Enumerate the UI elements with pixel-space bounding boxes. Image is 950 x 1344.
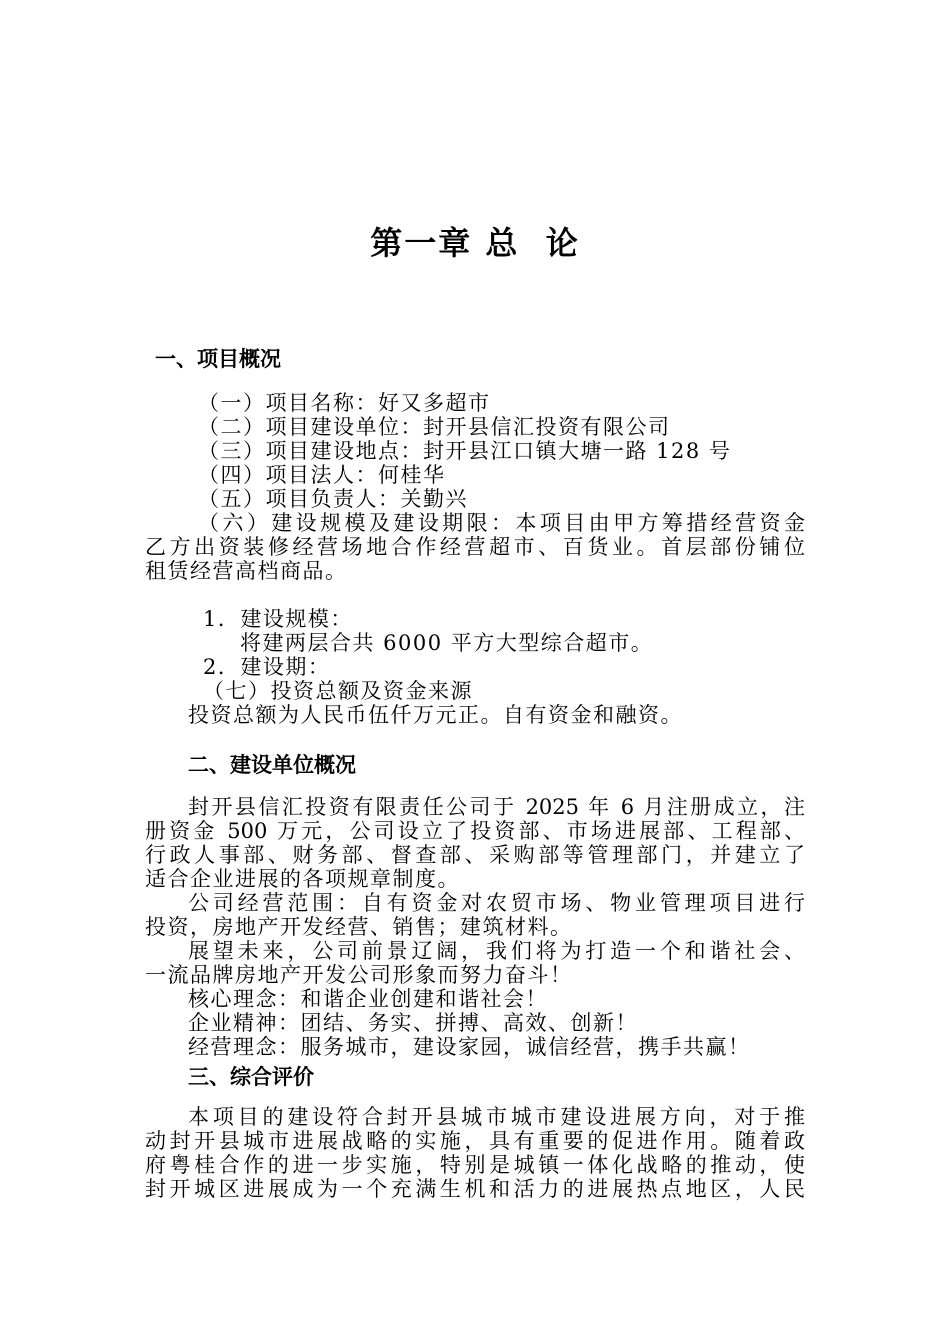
project-item-name: （一）项目名称：好又多超市 — [198, 391, 491, 415]
project-item-builder: （二）项目建设单位：封开县信汇投资有限公司 — [198, 415, 671, 439]
section-heading-company-overview: 二、建设单位概况 — [188, 753, 356, 777]
evaluation-line: 府粤桂合作的进一步实施，特别是城镇一体化战略的推动，使 — [145, 1153, 805, 1177]
section-heading-evaluation: 三、综合评价 — [188, 1065, 314, 1089]
scale-label: 1．建设规模： — [203, 607, 353, 631]
period-label: 2．建设期： — [203, 655, 331, 679]
chapter-title: 第一章 总 论 — [370, 224, 580, 262]
company-paragraph-line: 适合企业进展的各项规章制度。 — [145, 867, 460, 891]
company-paragraph-line: 封开县信汇投资有限责任公司于 2025 年 6 月注册成立，注 — [188, 795, 805, 819]
outlook-line: 一流品牌房地产开发公司形象而努力奋斗！ — [145, 963, 573, 987]
project-item-legal-person: （四）项目法人：何桂华 — [198, 463, 446, 487]
company-paragraph-line: 册资金 500 万元，公司设立了投资部、市场进展部、工程部、 — [145, 819, 805, 843]
scale-text: 将建两层合共 6000 平方大型综合超市。 — [240, 631, 654, 655]
section-heading-project-overview: 一、项目概况 — [155, 347, 281, 371]
core-philosophy: 核心理念：和谐企业创建和谐社会！ — [188, 987, 548, 1011]
outlook-line: 展望未来，公司前景辽阔，我们将为打造一个和谐社会、 — [188, 939, 805, 963]
company-paragraph-line: 行政人事部、财务部、督查部、采购部等管理部门，并建立了 — [145, 843, 805, 867]
project-item-manager: （五）项目负责人：关勤兴 — [198, 487, 468, 511]
evaluation-line: 本项目的建设符合封开县城市城市建设进展方向，对于推 — [188, 1105, 805, 1129]
project-item-scale-period-cont-2: 租赁经营高档商品。 — [145, 559, 348, 583]
project-item-scale-period: （六）建设规模及建设期限：本项目由甲方筹措经营资金 — [198, 511, 805, 535]
project-item-scale-period-cont-1: 乙方出资装修经营场地合作经营超市、百货业。首层部份铺位 — [145, 535, 805, 559]
business-scope-line: 投资，房地产开发经营、销售；建筑材料。 — [145, 915, 573, 939]
business-philosophy: 经营理念：服务城市，建设家园，诚信经营，携手共赢！ — [188, 1035, 751, 1059]
project-item-location: （三）项目建设地点：封开县江口镇大塘一路 128 号 — [198, 439, 732, 463]
business-scope-line: 公司经营范围：自有资金对农贸市场、物业管理项目进行 — [188, 891, 805, 915]
investment-text: 投资总额为人民币伍仟万元正。自有资金和融资。 — [188, 703, 683, 727]
investment-label: （七）投资总额及资金来源 — [203, 679, 473, 703]
evaluation-line: 动封开县城市进展战略的实施，具有重要的促进作用。随着政 — [145, 1129, 805, 1153]
evaluation-line: 封开城区进展成为一个充满生机和活力的进展热点地区，人民 — [145, 1177, 805, 1201]
enterprise-spirit: 企业精神：团结、务实、拼搏、高效、创新！ — [188, 1011, 638, 1035]
